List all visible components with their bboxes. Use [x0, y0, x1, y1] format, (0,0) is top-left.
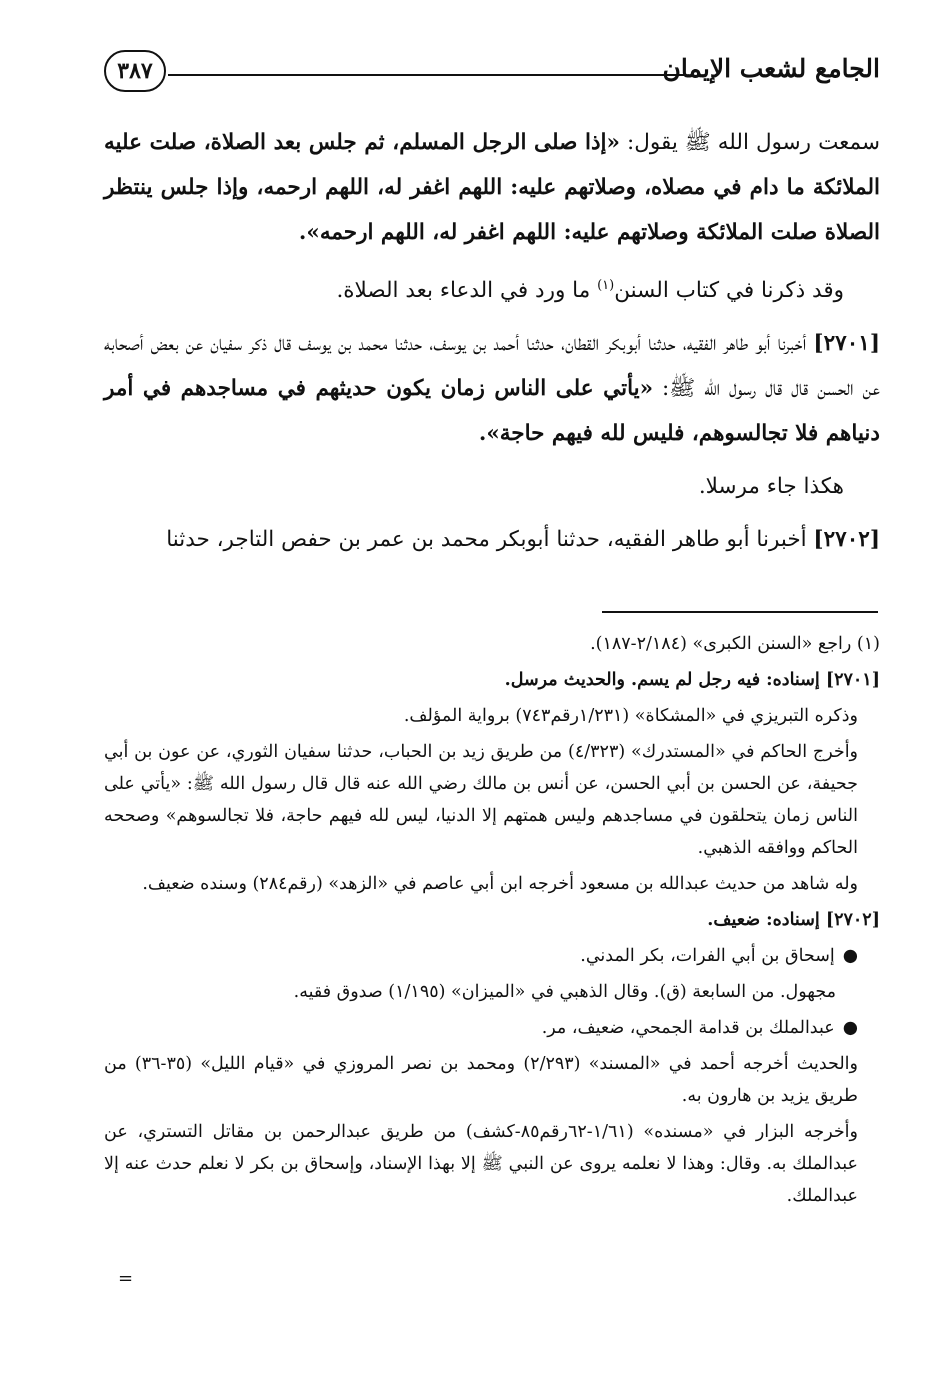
header-rule	[168, 74, 684, 76]
hadith-text-2701: «يأتي على الناس زمان يكون حديثهم في مساجدهم في أمر دنياهم فلا تجالسوهم، فليس لله فيهم حاجة».	[104, 376, 880, 447]
note-2702-heading: [٢٧٠٢] إسناده: ضعيف.	[707, 910, 880, 930]
hadith-number-2701: [٢٧٠١]	[813, 331, 880, 357]
paragraph-hadith-2701	[104, 321, 880, 456]
hadith-number-2702: [٢٧٠٢]	[813, 527, 880, 553]
note-2701-line: وله شاهد من حديث عبدالله بن مسعود أخرجه ابن أبي عاصم في «الزهد» (رقم٢٨٤) وسنده ضعيف.	[142, 874, 858, 894]
note-2701-line: وذكره التبريزي في «المشكاة» (١/٢٣١رقم٧٤٣) برواية المؤلف.	[403, 706, 858, 726]
continuation-mark: =	[118, 1268, 134, 1289]
note-2702-bullet	[104, 1012, 880, 1044]
running-title: الجامع لشعب الإيمان	[662, 54, 880, 83]
footnote-1: (١) راجع «السنن الكبرى» (٢/١٨٤-١٨٧).	[590, 634, 880, 654]
note-2702-bullet-note: مجهول. من السابعة (ق). وقال الذهبي في «الميزان» (١/١٩٥) صدوق فقيه.	[293, 982, 836, 1002]
isnad-2702: أخبرنا أبو طاهر الفقيه، حدثنا أبوبكر محمد بن عمر بن حفص التاجر، حدثنا	[166, 527, 814, 553]
paragraph-mursal-note: هكذا جاء مرسلا.	[698, 474, 844, 500]
bullet-icon: ●	[842, 1018, 858, 1038]
paragraph-hadith-2702	[104, 517, 880, 562]
sunan-text-before: وقد ذكرنا في كتاب السنن	[614, 278, 844, 304]
hadith-text: «إذا صلى الرجل المسلم، ثم جلس بعد الصلاة، صلت عليه الملائكة ما دام في مصلاه، وصلاتهم عليه: اللهم اغفر له، اللهم ارحمه، وإذا جلس ينتظر الصلاة صلت الملائكة وصلاتهم عليه: اللهم اغفر له، اللهم ارحمه».	[104, 130, 880, 245]
hadith-lead: سمعت رسول الله ﷺ يقول:	[619, 130, 880, 155]
paragraph-hadith-intro	[104, 120, 880, 255]
note-2702-bullet	[104, 940, 880, 972]
note-2701-heading: [٢٧٠١] إسناده: فيه رجل لم يسم. والحديث مرسل.	[504, 670, 880, 690]
bullet-icon: ●	[842, 946, 858, 966]
sunan-text-after: ما ورد في الدعاء بعد الصلاة.	[336, 278, 598, 304]
footnote-ref: (١)	[597, 278, 615, 293]
bullet-text: عبدالملك بن قدامة الجمحي، ضعيف، مر.	[541, 1018, 835, 1038]
note-2701-line: وأخرج الحاكم في «المستدرك» (٤/٣٢٣) من طريق زيد بن الحباب، حدثنا سفيان الثوري، عن عون بن أبي جحيفة، عن الحسن بن أبي الحسن، عن أنس بن مالك رضي الله عنه قال قال رسول الله ﷺ: «يأتي على الناس زمان يتحلقون في مساجدهم وليس همتهم إلا الدنيا، ليس لله فيهم حاجة، فلا تجالسوهم» وصححه الحاكم ووافقه الذهبي.	[104, 742, 859, 858]
main-text	[104, 120, 880, 570]
isnad-2701: أخبرنا أبو طاهر الفقيه، حدثنا أبوبكر القطان، حدثنا أحمد بن يوسف، حدثنا محمد بن يوسف قال ذكر سفيان عن بعض أصحابه عن الحسن قال قال رسول الله ﷺ:	[104, 331, 880, 402]
note-2702-line: وأخرجه البزار في «مسنده» (١/٦١-٦٢رقم٨٥-كشف) من طريق عبدالرحمن بن مقاتل التستري، عن عبدالملك به. وقال: وهذا لا نعلمه يروى عن النبي ﷺ إلا بهذا الإسناد، وإسحاق بن بكر لا نعلم حدث عنه إلا عبدالملك.	[104, 1122, 858, 1206]
page-header	[104, 44, 880, 100]
footnote-separator	[602, 611, 878, 613]
page-number-badge: ٣٨٧	[104, 50, 166, 92]
note-2702-line: والحديث أخرجه أحمد في «المسند» (٢/٢٩٣) ومحمد بن نصر المروزي في «قيام الليل» (٣٥-٣٦) من طريق يزيد بن هارون به.	[104, 1054, 858, 1106]
footnotes	[104, 628, 880, 1216]
paragraph-sunan-reference	[104, 263, 880, 313]
bullet-text: إسحاق بن أبي الفرات، بكر المدني.	[580, 946, 835, 966]
